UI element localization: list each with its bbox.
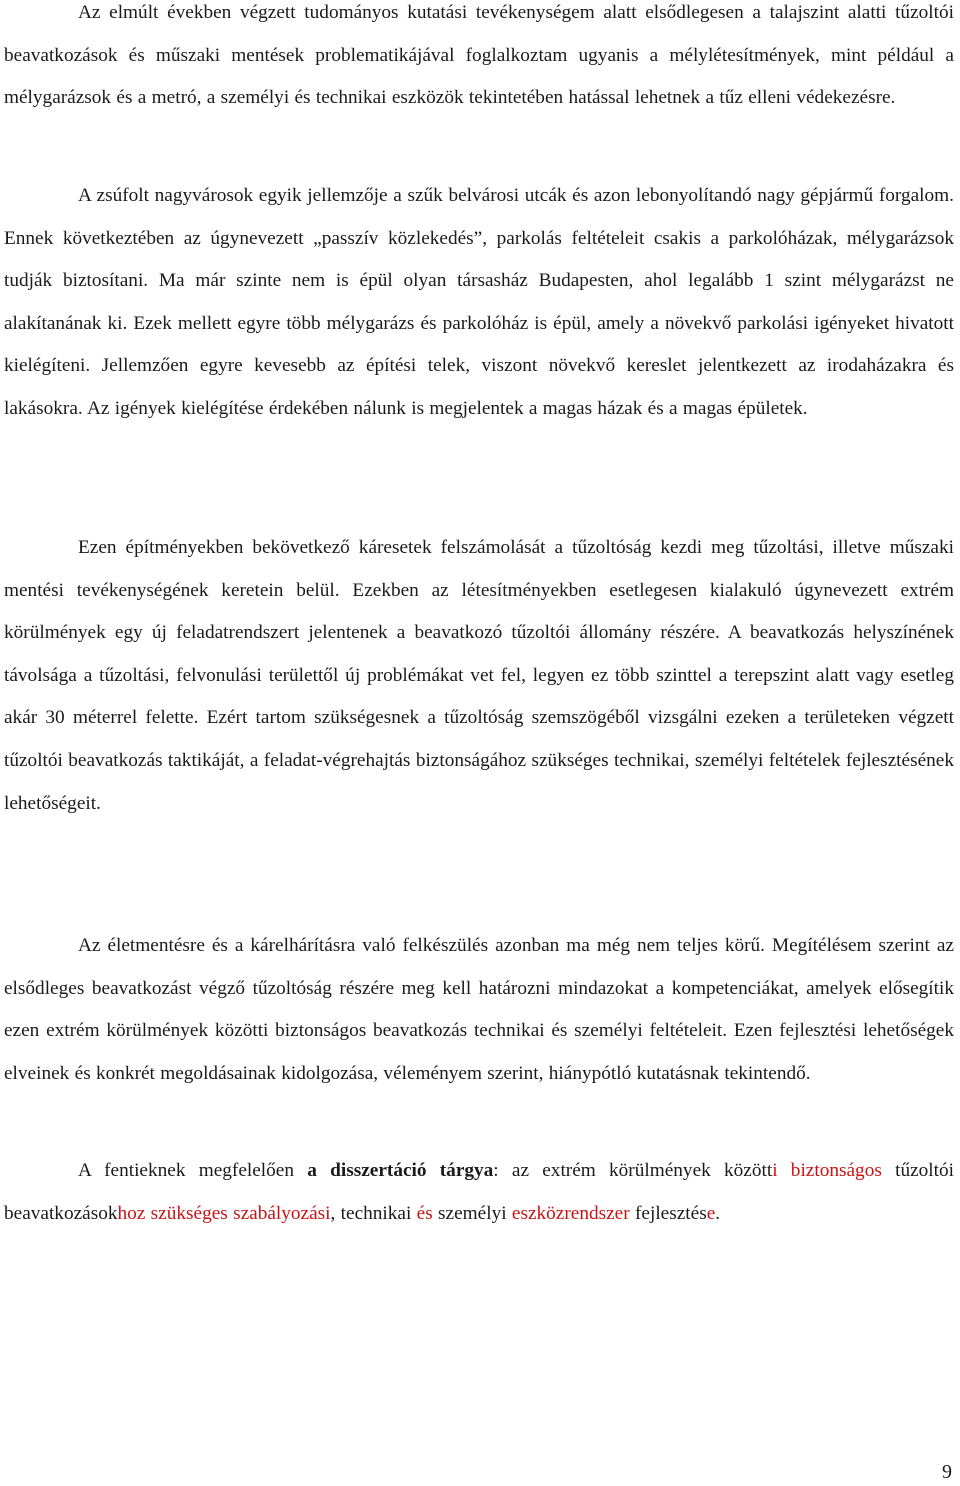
- subject-text: , technikai: [330, 1202, 417, 1224]
- paragraph-firefighting-tasks: Ezen építményekben bekövetkező káresetek felszámolását a tűzoltóság kezdi meg tűzoltási, illetve műszaki mentési tevékenységének keretein belül. Ezekben az létesítményekben esetlegesen kialakuló úgynevezett extrém körülmények egy új feladatrendszert jelentenek a beavatkozó tűzoltói állomány részére. A beavatkozás helyszínének távolsága a tűzoltási, felvonulási területtől új problémákat vet fel, legyen ez több szinttel a terepszint alatt vagy esetleg akár 30 méterrel felette. Ezért tartom szükségesnek a tűzoltóság szemszögéből vizsgálni ezeken a területeken végzett tűzoltói beavatkozás taktikáját, a feladat-végrehajtás biztonságához szükséges technikai, személyi feltételek fejlesztésének lehetőségeit.: [4, 537, 954, 814]
- page-number: 9: [942, 1461, 952, 1483]
- subject-text: tűzoltói beavatkozások: [4, 1160, 954, 1224]
- subject-red-text: e: [706, 1202, 716, 1224]
- subject-text: fejlesztés: [629, 1202, 707, 1224]
- subject-red-text: i biztonságos: [772, 1160, 882, 1181]
- paragraph-dissertation-subject: [4, 1150, 954, 1235]
- subject-text: .: [715, 1202, 721, 1224]
- paragraph-preparedness: Az életmentésre és a kárelhárításra való felkészülés azonban ma még nem teljes körű. Megítélésem szerint az elsődleges beavatkozást végző tűzoltóság részére meg kell határozni mindazokat a kompetenciákat, amelyek elősegítik ezen extrém körülmények közötti biztonságos beavatkozás technikai és személyi feltételeit. Ezen fejlesztési lehetőségek elveinek és konkrét megoldásainak kidolgozása, véleményem szerint, hiánypótló kutatásnak tekintendő.: [4, 935, 954, 1084]
- subject-red-text: hoz szükséges szabályozási: [117, 1202, 331, 1224]
- subject-red-text: eszközrendszer: [511, 1202, 630, 1224]
- paragraph-research-background: Az elmúlt években végzett tudományos kutatási tevékenységem alatt elsődlegesen a talajszint alatti tűzoltói beavatkozások és műszaki mentések problematikájával foglalkoztam ugyanis a mélylétesítmények, mint például a mélygarázsok és a metró, a személyi és technikai eszközök tekintetében hatással lehetnek a tűz elleni védekezésre.: [4, 2, 954, 109]
- subject-text-intro: A fentieknek megfelelően: [78, 1160, 308, 1181]
- subject-bold-label: a disszertáció tárgya: [307, 1160, 494, 1181]
- subject-text: személyi: [432, 1202, 512, 1224]
- paragraph-urban-parking: A zsúfolt nagyvárosok egyik jellemzője a szűk belvárosi utcák és azon lebonyolítandó nagy gépjármű forgalom. Ennek következtében az úgynevezett „passzív közlekedés”, parkolás feltételeit csakis a parkolóházak, mélygarázsok tudják biztosítani. Ma már szinte nem is épül olyan társasház Budapesten, ahol legalább 1 szint mélygarázst ne alakítanának ki. Ezek mellett egyre több mélygarázs és parkolóház is épül, amely a növekvő parkolási igényeket hivatott kielégíteni. Jellemzően egyre kevesebb az építési telek, viszont növekvő kereslet jelentkezett az irodaházakra és lakásokra. Az igények kielégítése érdekében nálunk is megjelentek a magas házak és a magas épületek.: [4, 185, 954, 419]
- subject-text: : az extrém körülmények között: [493, 1160, 773, 1181]
- subject-red-text: és: [416, 1202, 433, 1224]
